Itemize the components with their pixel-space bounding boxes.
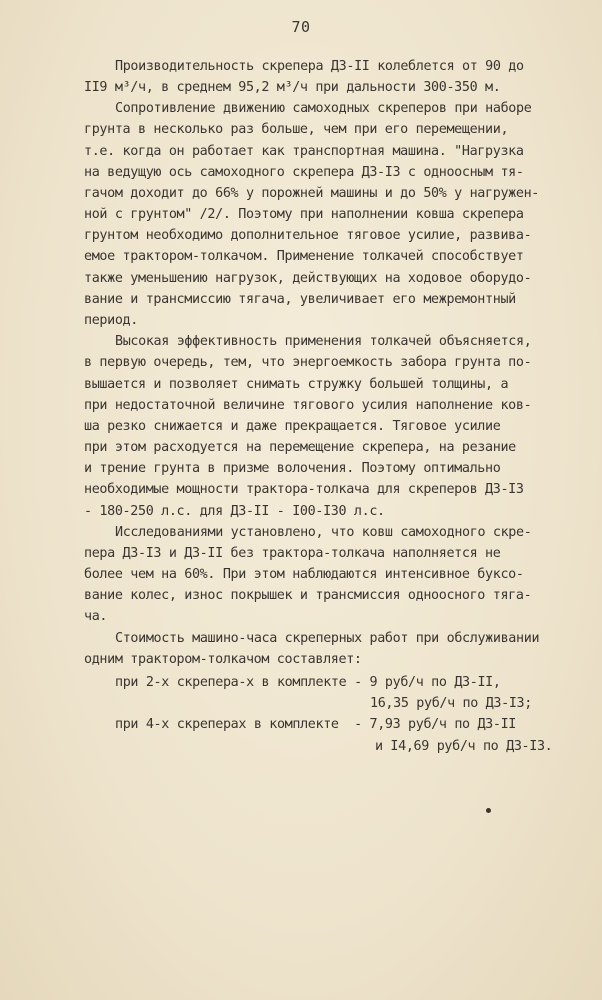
text-line: - 180-250 л.с. для ДЗ-II - I00-I30 л.с. <box>84 504 385 519</box>
text-line: ча. <box>84 609 108 624</box>
text-line: пера ДЗ-I3 и ДЗ-II без трактора-толкача наполняется не <box>84 546 501 561</box>
text-line: Сопротивление движению самоходных скреперов при наборе <box>115 101 532 116</box>
text-line: 16,35 руб/ч по ДЗ-I3; <box>370 696 532 711</box>
text-line: т.е. когда он работает как транспортная машина. "Нагрузка <box>84 144 524 159</box>
text-line: Стоимость машино-часа скреперных работ при обслуживании <box>115 631 540 646</box>
text-line: и трение грунта в призме волочения. Поэтому оптимально <box>84 461 501 476</box>
text-line: также уменьшению нагрузок, действующих на ходовое оборудо- <box>84 271 532 286</box>
text-line: необходимые мощности трактора-толкача для скреперов ДЗ-I3 <box>84 482 524 497</box>
text-line: Высокая эффективность применения толкачей объясняется, <box>115 334 532 349</box>
text-line: грунтом необходимо дополнительное тяговое усилие, развива- <box>84 228 532 243</box>
text-line: при 4-х скреперах в комплекте - 7,93 руб/ч по ДЗ-II <box>115 717 517 732</box>
text-line: Исследованиями установлено, что ковш самоходного скре- <box>115 525 532 540</box>
text-line: гачом доходит до 66% у порожней машины и до 50% у нагружен- <box>84 186 539 201</box>
text-line: емое трактором-толкачом. Применение толкачей способствует <box>84 249 524 264</box>
text-line: более чем на 60%. При этом наблюдаются интенсивное буксо- <box>84 567 524 582</box>
text-line: II9 м³/ч, в среднем 95,2 м³/ч при дальности 300-350 м. <box>84 80 501 95</box>
text-line: вание колес, износ покрышек и трансмиссия одноосного тяга- <box>84 588 532 603</box>
ink-dot <box>486 808 491 813</box>
page-number: 70 <box>291 18 311 36</box>
text-line: Производительность скрепера ДЗ-II колеблется от 90 до <box>115 59 524 74</box>
text-line: при недостаточной величине тягового усилия наполнение ков- <box>84 398 532 413</box>
text-line: одним трактором-толкачом составляет: <box>84 652 362 667</box>
text-line: вышается и позволяет снимать стружку большей толщины, а <box>84 377 509 392</box>
text-line: ной с грунтом" /2/. Поэтому при наполнении ковша скрепера <box>84 207 524 222</box>
text-line: в первую очередь, тем, что энергоемкость забора грунта по- <box>84 355 532 370</box>
text-line: и I4,69 руб/ч по ДЗ-I3. <box>375 739 553 754</box>
text-line: вание и трансмиссию тягача, увеличивает его межремонтный <box>84 292 516 307</box>
text-line: грунта в несколько раз больше, чем при его перемещении, <box>84 122 509 137</box>
text-line: ша резко снижается и даже прекращается. Тяговое усилие <box>84 419 501 434</box>
text-line: на ведущую ось самоходного скрепера ДЗ-I3 с одноосным тя- <box>84 165 524 180</box>
text-line: период. <box>84 313 138 328</box>
text-line: при 2-х скрепера-х в комплекте - 9 руб/ч по ДЗ-II, <box>115 675 501 690</box>
text-line: при этом расходуется на перемещение скрепера, на резание <box>84 440 516 455</box>
